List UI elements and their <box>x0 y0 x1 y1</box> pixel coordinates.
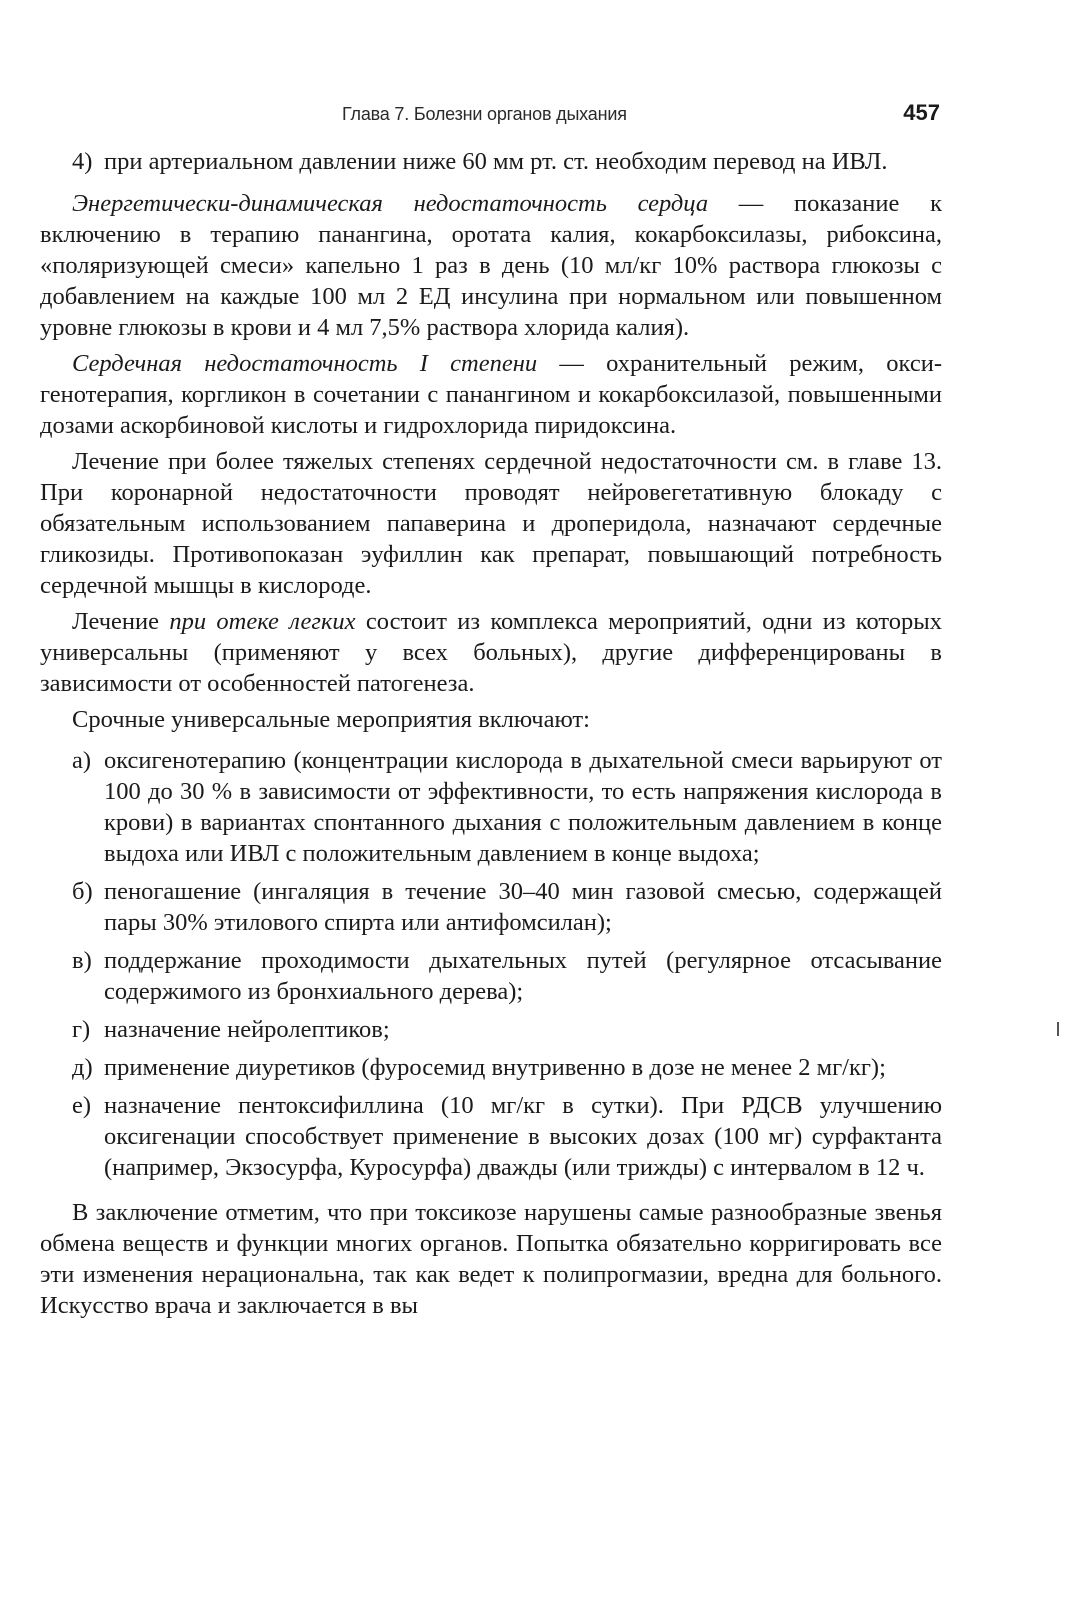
list-marker: а) <box>72 747 92 774</box>
paragraph-severe-treatment: Лечение при более тяжелых степенях сердечной недостаточности см. в главе 13. При коронарной недостаточности проводят нейровегетативную блокаду с обязательным использованием папаверина и дроперидола, назначают сердечные гликозиды. Противопоказан эуфиллин как препарат, повышающий потребность сердечной мышцы в кислороде. <box>40 448 942 599</box>
page-number: 457 <box>903 100 940 125</box>
measures-list <box>40 745 942 1183</box>
list-item-g <box>72 1014 942 1045</box>
paragraph-lead: Лечение <box>72 608 170 635</box>
running-title: Глава 7. Болезни органов дыхания <box>342 104 627 124</box>
paragraph-heart-failure-grade1 <box>40 348 942 441</box>
list-text: оксигенотерапию (концентрации кислорода в дыхательной смеси варьируют от 100 до 30 % в зависимости от эффективности, то есть напряжения кислорода в крови) в вариантах спонтанного дыхания с положительным давлением в конце выдоха или ИВЛ с положительным давлением в конце выдоха; <box>104 747 942 867</box>
list-text: пеногашение (ингаляция в течение 30–40 мин газовой смесью, содержащей пары 30% этилового спирта или антифомсилан); <box>104 878 942 936</box>
list-item-a <box>72 745 942 869</box>
term-italic: при отеке легких <box>169 608 356 635</box>
list-marker: г) <box>72 1016 91 1043</box>
paragraph-energy-deficiency <box>40 188 942 343</box>
term-italic: Сердечная недостаточность I степени <box>72 350 538 377</box>
list-marker: б) <box>72 878 93 905</box>
paragraph-text: — показание к включению в терапию панангина, оротата калия, кокарбоксилазы, рибоксина, «поляризующей смеси» капельно 1 раз в день (10 мл/кг 10% раствора глюкозы с добавлением на каждые 100 мл 2 ЕД инсулина при нормальном или повышенном уровне глюкозы в крови и 4 мл 7,5% раствора хлорида калия). <box>40 190 942 341</box>
list-marker: 4) <box>72 148 93 175</box>
running-head <box>72 100 940 130</box>
list-text: поддержание проходимости дыхательных путей (регулярное отсасывание содержимого из бронхиального дерева); <box>104 947 942 1005</box>
list-item-e <box>72 1090 942 1183</box>
list-marker: е) <box>72 1092 92 1119</box>
list-text: назначение пентоксифиллина (10 мг/кг в сутки). При РДСВ улучшению оксигенации способствует применение в высоких дозах (100 мг) сурфактанта (например, Экзосурфа, Куросурфа) дважды (или трижды) с интервалом в 12 ч. <box>104 1092 942 1181</box>
list-text: применение диуретиков (фуросемид внутривенно в дозе не менее 2 мг/кг); <box>104 1054 886 1081</box>
term-italic: Энергетически-динамическая недостаточность сердца <box>72 190 709 217</box>
list-item-4 <box>72 146 942 177</box>
page-body <box>40 146 942 1326</box>
list-text: при артериальном давлении ниже 60 мм рт. ст. необходим перевод на ИВЛ. <box>104 148 888 175</box>
list-text: назначение нейролептиков; <box>104 1016 390 1043</box>
scan-edge-mark <box>1057 1022 1059 1036</box>
paragraph-urgent-measures: Срочные универсальные мероприятия включают: <box>72 706 590 733</box>
list-marker: в) <box>72 947 92 974</box>
list-item-b <box>72 876 942 938</box>
list-marker: д) <box>72 1054 93 1081</box>
paragraph-pulmonary-edema <box>40 606 942 699</box>
list-item-v <box>72 945 942 1007</box>
paragraph-text: состоит из комплекса мероприятий, одни из которых универсальны (применяют у всех больных), другие дифференцированы в зависимости от особенностей патогенеза. <box>40 608 942 697</box>
paragraph-text: — охранительный режим, оксигенотерапия, коргликон в сочетании с панангином и кокарбоксилазой, повышенными дозами аскорбиновой кислоты и гидрохлорида пиридоксина. <box>40 350 942 439</box>
paragraph-conclusion: В заключение отметим, что при токсикозе нарушены самые разнообразные звенья обмена веществ и функции многих органов. Попытка обязательно корригировать все эти изменения нерациональна, так как ведет к полипрогмазии, вредна для больного. Искусство врача и заключается в вы <box>40 1199 942 1319</box>
list-item-d <box>72 1052 942 1083</box>
